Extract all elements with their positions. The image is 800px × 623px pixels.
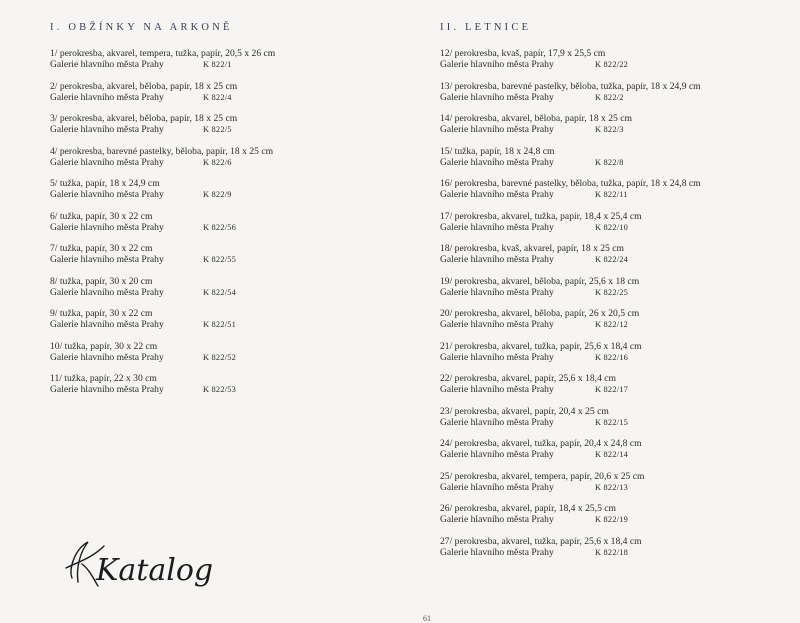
entry-description: 20/ perokresba, akvarel, běloba, papír, 26 x 20,5 cm: [440, 308, 640, 319]
entry-gallery: Galerie hlavního města Prahy: [440, 351, 554, 363]
entry-source: [50, 59, 390, 70]
entry-inventory-number: K 822/5: [203, 125, 232, 134]
entry-description: 12/ perokresba, kvaš, papír, 17,9 x 25,5 cm: [440, 48, 606, 59]
katalog-signature: [58, 528, 218, 601]
entry-description: 4/ perokresba, barevné pastelky, běloba, papír, 18 x 25 cm: [50, 145, 274, 157]
catalog-entry: [440, 406, 795, 439]
entry-gallery: Galerie hlavního města Prahy: [440, 416, 554, 428]
entry-inventory-number: K 822/16: [595, 352, 629, 362]
entry-description: 21/ perokresba, akvarel, tužka, papír, 25,6 x 18,4 cm: [440, 340, 642, 352]
entry-source: [440, 417, 795, 428]
entry-inventory-number: K 822/52: [203, 352, 237, 362]
entry-gallery: Galerie hlavního města Prahy: [440, 59, 554, 70]
entry-description: 24/ perokresba, akvarel, tužka, papír, 20,4 x 24,8 cm: [440, 438, 642, 449]
entry-source: [440, 319, 795, 330]
entry-description: 25/ perokresba, akvarel, tempera, papír, 20,6 x 25 cm: [440, 470, 645, 482]
entry-gallery: Galerie hlavního města Prahy: [50, 254, 164, 265]
signature-text: Katalog: [96, 553, 214, 588]
entry-gallery: Galerie hlavního města Prahy: [50, 189, 164, 200]
entry-description: 18/ perokresba, kvaš, akvarel, papír, 18 x 25 cm: [440, 243, 624, 254]
catalog-entry: [50, 81, 390, 114]
entry-inventory-number: K 822/8: [595, 157, 624, 167]
catalog-entry: [440, 438, 795, 471]
entry-inventory-number: K 822/51: [203, 320, 237, 329]
entry-inventory-number: K 822/4: [203, 92, 232, 102]
entry-description: 5/ tužka, papír, 18 x 24,9 cm: [50, 178, 160, 189]
entry-gallery: Galerie hlavního města Prahy: [50, 156, 164, 168]
entry-description: 3/ perokresba, akvarel, běloba, papír, 18 x 25 cm: [50, 113, 238, 124]
catalog-entry: [440, 243, 795, 276]
katalog-signature-graphic: [58, 528, 218, 596]
entry-gallery: Galerie hlavního města Prahy: [50, 384, 164, 395]
catalog-entry: [440, 341, 795, 374]
entry-list: [50, 48, 390, 406]
entry-inventory-number: K 822/17: [595, 385, 629, 394]
entry-source: [50, 222, 390, 233]
entry-source: [440, 482, 795, 493]
section-title: I. OBŽÍNKY NA ARKONĚ: [50, 22, 233, 33]
entry-source: [50, 352, 390, 363]
catalog-entry: [440, 471, 795, 504]
entry-description: 8/ tužka, papír, 30 x 20 cm: [50, 275, 153, 287]
catalog-entry: [50, 276, 390, 309]
catalog-entry: [440, 308, 795, 341]
catalog-entry: [440, 113, 795, 146]
entry-gallery: Galerie hlavního města Prahy: [440, 254, 554, 265]
entry-inventory-number: K 822/6: [203, 157, 232, 167]
entry-gallery: Galerie hlavního města Prahy: [440, 189, 554, 200]
entry-description: 2/ perokresba, akvarel, běloba, papír, 18 x 25 cm: [50, 80, 238, 92]
entry-gallery: Galerie hlavního města Prahy: [50, 319, 164, 330]
entry-description: 26/ perokresba, akvarel, papír, 18,4 x 25,5 cm: [440, 503, 616, 514]
entry-source: [440, 189, 795, 200]
entry-description: 23/ perokresba, akvarel, papír, 20,4 x 25 cm: [440, 405, 609, 417]
entry-source: [440, 157, 795, 168]
entry-gallery: Galerie hlavního města Prahy: [440, 384, 554, 395]
entry-gallery: Galerie hlavního města Prahy: [50, 124, 164, 135]
entry-gallery: Galerie hlavního města Prahy: [50, 286, 164, 298]
entry-source: [50, 384, 390, 395]
catalog-entry: [50, 373, 390, 406]
catalog-entry: [440, 373, 795, 406]
entry-description: 13/ perokresba, barevné pastelky, běloba, tužka, papír, 18 x 24,9 cm: [440, 80, 701, 92]
entry-inventory-number: K 822/24: [595, 255, 629, 264]
catalog-entry: [440, 503, 795, 536]
entry-inventory-number: K 822/13: [595, 482, 629, 492]
catalog-entry: [440, 536, 795, 569]
entry-gallery: Galerie hlavního města Prahy: [440, 546, 554, 558]
entry-description: 14/ perokresba, akvarel, běloba, papír, 18 x 25 cm: [440, 113, 632, 124]
entry-inventory-number: K 822/54: [203, 287, 237, 297]
section-title: II. LETNICE: [440, 22, 532, 33]
entry-source: [440, 222, 795, 233]
entry-source: [440, 254, 795, 265]
entry-source: [440, 287, 795, 298]
catalog-entry: [50, 341, 390, 374]
catalog-entry: [50, 146, 390, 179]
entry-description: 1/ perokresba, akvarel, tempera, tužka, papír, 20,5 x 26 cm: [50, 48, 276, 59]
entry-inventory-number: K 822/55: [203, 255, 237, 264]
catalog-entry: [50, 308, 390, 341]
entry-source: [50, 157, 390, 168]
entry-gallery: Galerie hlavního města Prahy: [50, 59, 164, 70]
entry-gallery: Galerie hlavního města Prahy: [440, 124, 554, 135]
entry-inventory-number: K 822/9: [203, 190, 232, 199]
entry-description: 19/ perokresba, akvarel, běloba, papír, 25,6 x 18 cm: [440, 275, 640, 287]
entry-inventory-number: K 822/56: [203, 222, 237, 232]
entry-description: 17/ perokresba, akvarel, tužka, papír, 18,4 x 25,4 cm: [440, 210, 642, 222]
catalog-entry: [440, 211, 795, 244]
section-letnice: [440, 22, 795, 568]
entry-description: 22/ perokresba, akvarel, papír, 25,6 x 18,4 cm: [440, 373, 616, 384]
entry-gallery: Galerie hlavního města Prahy: [440, 286, 554, 298]
entry-description: 7/ tužka, papír, 30 x 22 cm: [50, 243, 153, 254]
entry-inventory-number: K 822/19: [595, 515, 629, 524]
entry-gallery: Galerie hlavního města Prahy: [440, 514, 554, 525]
catalog-entry: [50, 178, 390, 211]
page-number: 61: [423, 614, 431, 623]
entry-source: [50, 254, 390, 265]
entry-source: [50, 287, 390, 298]
entry-inventory-number: K 822/15: [595, 417, 629, 427]
entry-inventory-number: K 822/22: [595, 60, 629, 69]
catalog-entry: [440, 48, 795, 81]
entry-inventory-number: K 822/11: [595, 190, 628, 199]
section-obzinky: [50, 22, 390, 406]
entry-source: [440, 124, 795, 135]
catalog-entry: [440, 178, 795, 211]
entry-inventory-number: K 822/1: [203, 60, 232, 69]
entry-description: 6/ tužka, papír, 30 x 22 cm: [50, 210, 153, 222]
catalog-entry: [440, 276, 795, 309]
entry-description: 11/ tužka, papír, 22 x 30 cm: [50, 373, 157, 384]
entry-source: [440, 514, 795, 525]
entry-gallery: Galerie hlavního města Prahy: [440, 91, 554, 103]
entry-gallery: Galerie hlavního města Prahy: [440, 319, 554, 330]
catalog-entry: [440, 81, 795, 114]
entry-inventory-number: K 822/25: [595, 287, 629, 297]
entry-inventory-number: K 822/3: [595, 125, 624, 134]
entry-description: 15/ tužka, papír, 18 x 24,8 cm: [440, 145, 555, 157]
entry-source: [440, 384, 795, 395]
entry-source: [50, 319, 390, 330]
catalog-entry: [440, 146, 795, 179]
entry-source: [50, 189, 390, 200]
entry-inventory-number: K 822/14: [595, 450, 629, 459]
entry-description: 27/ perokresba, akvarel, tužka, papír, 25,6 x 18,4 cm: [440, 535, 642, 547]
entry-source: [50, 124, 390, 135]
entry-inventory-number: K 822/12: [595, 320, 629, 329]
entry-list: [440, 48, 795, 568]
entry-inventory-number: K 822/53: [203, 385, 237, 394]
catalog-entry: [50, 243, 390, 276]
entry-inventory-number: K 822/2: [595, 92, 624, 102]
entry-gallery: Galerie hlavního města Prahy: [440, 221, 554, 233]
entry-source: [440, 449, 795, 460]
entry-source: [440, 547, 795, 558]
catalog-entry: [50, 48, 390, 81]
entry-description: 10/ tužka, papír, 30 x 22 cm: [50, 340, 158, 352]
catalog-entry: [50, 113, 390, 146]
entry-inventory-number: K 822/10: [595, 222, 629, 232]
entry-gallery: Galerie hlavního města Prahy: [440, 449, 554, 460]
catalog-entry: [50, 211, 390, 244]
entry-inventory-number: K 822/18: [595, 547, 629, 557]
entry-description: 16/ perokresba, barevné pastelky, běloba, tužka, papír, 18 x 24,8 cm: [440, 178, 701, 189]
entry-gallery: Galerie hlavního města Prahy: [50, 221, 164, 233]
entry-gallery: Galerie hlavního města Prahy: [440, 481, 554, 493]
entry-description: 9/ tužka, papír, 30 x 22 cm: [50, 308, 153, 319]
entry-source: [440, 92, 795, 103]
entry-gallery: Galerie hlavního města Prahy: [440, 156, 554, 168]
entry-source: [440, 352, 795, 363]
entry-source: [50, 92, 390, 103]
entry-gallery: Galerie hlavního města Prahy: [50, 351, 164, 363]
entry-source: [440, 59, 795, 70]
entry-gallery: Galerie hlavního města Prahy: [50, 91, 164, 103]
